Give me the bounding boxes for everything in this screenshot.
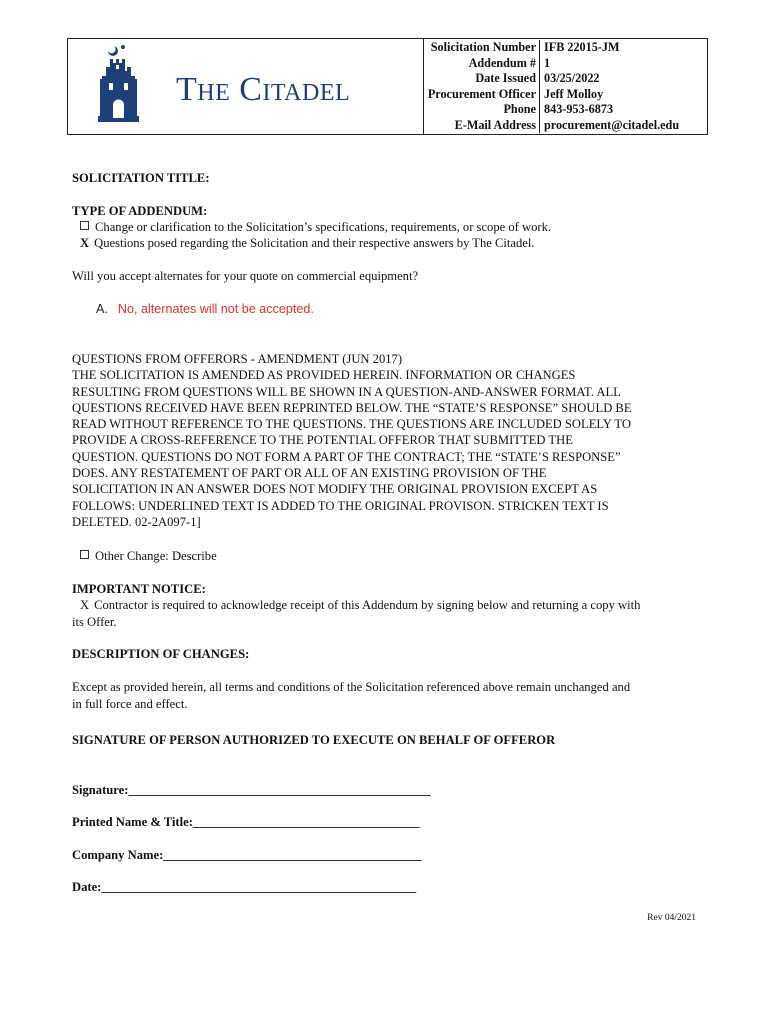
email-link[interactable]: procurement@citadel.edu [544, 117, 680, 132]
answer: A. No, alternates will not be accepted. [96, 302, 314, 316]
important-notice-line1: X Contractor is required to acknowledge receipt of this Addendum by signing below and returning a copy with [80, 598, 641, 612]
except-text-line2: in full force and effect. [72, 697, 188, 711]
addendum-option-questions: X Questions posed regarding the Solicitation and their respective answers by The Citadel. [80, 236, 535, 250]
citadel-tower-icon [98, 43, 168, 123]
checked-marker[interactable]: X [80, 598, 90, 612]
except-text-line1: Except as provided herein, all terms and conditions of the Solicitation referenced above remain unchanged and [72, 680, 631, 694]
info-row: Solicitation Number IFB 22015-JM [424, 40, 679, 56]
questions-from-offerors-block: QUESTIONS FROM OFFERORS - AMENDMENT (JUN 2017) THE SOLICITATION IS AMENDED AS PROVIDED HEREIN. INFORMATION OR CHANGES RESULTING FROM QUESTIONS WILL BE SHOWN IN A QUESTION-AND-ANSWER FORMAT. ALL QUESTIONS RECEIVED HAVE BEEN REPRINTED BELOW. THE “STATE’S RESPONSE” SHOULD BE READ WITHOUT REFERENCE TO THE QUESTIONS. THE QUESTIONS ARE INCLUDED SOLELY TO PROVIDE A CROSS-REFERENCE TO THE POTENTIAL OFFEROR THAT SUBMITTED THE QUESTION. QUESTIONS DO NOT FORM A PART OF THE CONTRACT; THE “STATE’S RESPONSE” DOES. ANY RESTATEMENT OF PART OR ALL OF AN EXISTING PROVISION OF THE SOLICITATION IN AN ANSWER DOES NOT MODIFY THE ORIGINAL PROVISION EXCEPT AS FOLLOWS: UNDERLINED TEXT IS ADDED TO THE ORIGINAL PROVISON. STRICKEN TEXT IS DELETED. 02-2A097-1] [72, 352, 632, 529]
info-row: Date Issued 03/25/2022 [424, 71, 679, 87]
addendum-option-change: Change or clarification to the Solicitation’s specifications, requirements, or scope of work. [80, 220, 551, 235]
other-change-option: Other Change: Describe [80, 549, 217, 564]
signature-field[interactable]: Signature:________________________________________________ [72, 783, 431, 797]
citadel-logo [98, 43, 388, 123]
logo-wordmark: The Citadel [176, 71, 351, 108]
solicitation-info-table [423, 39, 679, 134]
info-row: Procurement Officer Jeff Molloy [424, 87, 679, 103]
important-notice-heading: IMPORTANT NOTICE: [72, 582, 206, 596]
printed-name-title-field[interactable]: Printed Name & Title:____________________________________ [72, 815, 420, 829]
revision-label: Rev 04/2021 [647, 913, 696, 923]
description-of-changes-heading: DESCRIPTION OF CHANGES: [72, 647, 250, 661]
header-box [67, 38, 708, 135]
question-text: Will you accept alternates for your quote on commercial equipment? [72, 269, 419, 283]
date-field[interactable]: Date:__________________________________________________ [72, 880, 417, 894]
signature-heading: SIGNATURE OF PERSON AUTHORIZED TO EXECUTE ON BEHALF OF OFFEROR [72, 733, 556, 747]
checkbox-empty[interactable] [80, 221, 89, 230]
company-name-field[interactable]: Company Name:_________________________________________ [72, 848, 422, 862]
info-row: E-Mail Address procurement@citadel.edu [424, 118, 679, 134]
solicitation-title-label: SOLICITATION TITLE: [72, 171, 210, 185]
important-notice-line2: its Offer. [72, 615, 117, 629]
type-of-addendum-heading: TYPE OF ADDENDUM: [72, 204, 208, 218]
info-row: Phone 843-953-6873 [424, 102, 679, 118]
checked-marker[interactable]: X [80, 236, 90, 250]
info-row: Addendum # 1 [424, 56, 679, 72]
checkbox-empty[interactable] [80, 550, 89, 559]
